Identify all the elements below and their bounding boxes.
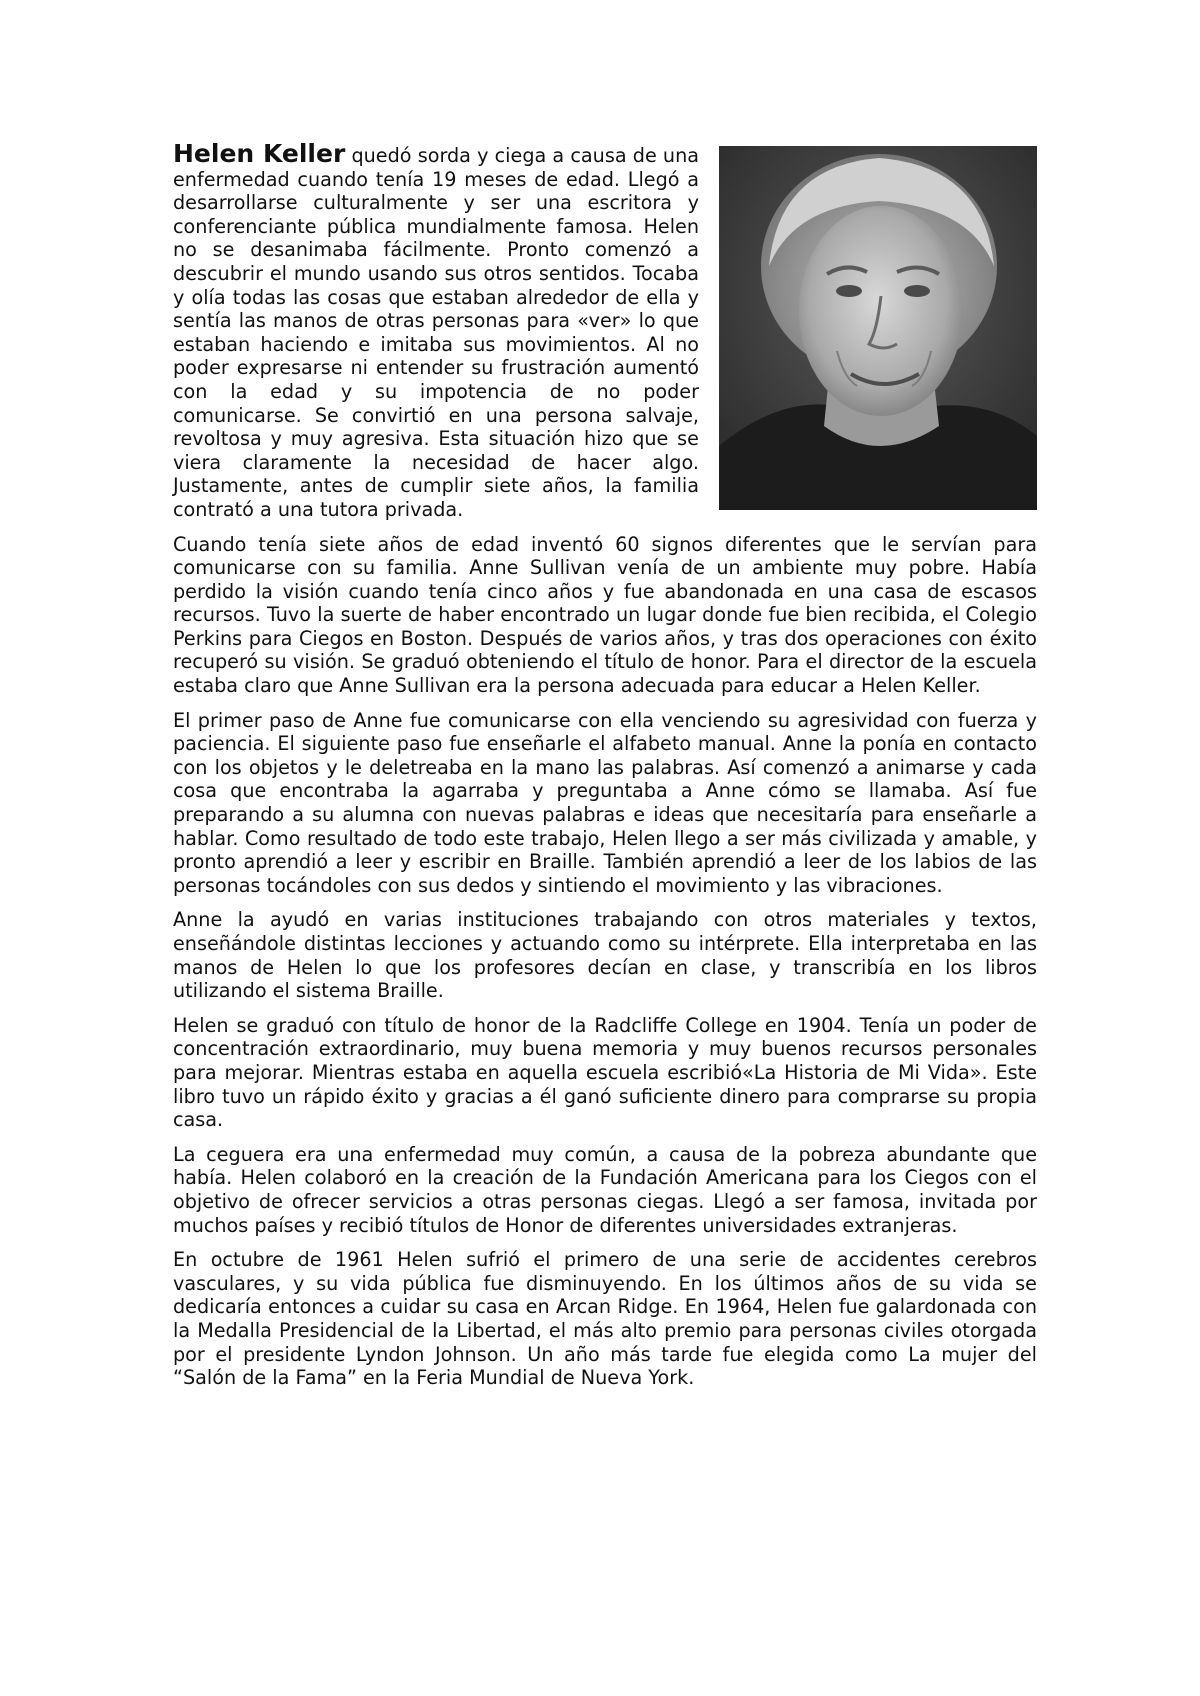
title-name: Helen Keller [173,139,346,168]
paragraph: En octubre de 1961 Helen sufrió el primero de una serie de accidentes cerebros vasculares, y su vida pública fue disminuyendo. En los últimos años de su vida se dedicaría entonces a cuidar su casa en Arcan Ridge. En 1964, Helen fue galardonada con la Medalla Presidencial de la Libertad, el más alto premio para personas civiles otorgada por el presidente Lyndon Johnson. Un año más tarde fue elegida como La mujer del “Salón de la Fama” en la Feria Mundial de Nueva York. [173,1248,1037,1390]
paragraph: Cuando tenía siete años de edad inventó 60 signos diferentes que le servían para comunicarse con su familia. Anne Sullivan venía de un ambiente muy pobre. Había perdido la visión cuando tenía cinco años y fue abandonada en una casa de escasos recursos. Tuvo la suerte de haber encontrado un lugar donde fue bien recibida, el Colegio Perkins para Ciegos en Boston. Después de varios años, y tras dos operaciones con éxito recuperó su visión. Se graduó obteniendo el título de honor. Para el director de la escuela estaba claro que Anne Sullivan era la persona adecuada para educar a Helen Keller. [173,532,1037,698]
document-page [173,139,1037,1401]
paragraph-intro-text: quedó sorda y ciega a causa de una enfermedad cuando tenía 19 meses de edad. Llegó a desarrollarse culturalmente y ser una escritora y conferenciante pública mundialmente famosa. Helen no se desanimaba fácilmente. Pronto comenzó a descubrir el mundo usando sus otros sentidos. Tocaba y olía todas las cosas que estaban alrededor de ella y sentía las manos de otras personas para «ver» lo que estaban haciendo e imitaba sus movimientos. Al no poder expresarse ni entender su frustración aumentó con la edad y su impotencia de no poder comunicarse. Se convirtió en una persona salvaje, revoltosa y muy agresiva. Esta situación hizo que se viera claramente la necesidad de hacer algo. Justamente, antes de cumplir siete años, la familia contrató a una tutora privada. [173,144,699,521]
portrait-photo [719,146,1037,510]
paragraph: La ceguera era una enfermedad muy común, a causa de la pobreza abundante que había. Helen colaboró en la creación de la Fundación Americana para los Ciegos con el objetivo de ofrecer servicios a otras personas ciegas. Llegó a ser famosa, invitada por muchos países y recibió títulos de Honor de diferentes universidades extranjeras. [173,1142,1037,1237]
portrait-illustration [719,146,1037,510]
paragraph: El primer paso de Anne fue comunicarse con ella venciendo su agresividad con fuerza y paciencia. El siguiente paso fue enseñarle el alfabeto manual. Anne la ponía en contacto con los objetos y le deletreaba en la mano las palabras. Así comenzó a animarse y cada cosa que encontraba la agarraba y preguntaba a Anne cómo se llamaba. Así fue preparando a su alumna con nuevas palabras e ideas que necesitaría para enseñarle a hablar. Como resultado de todo este trabajo, Helen llego a ser más civilizada y amable, y pronto aprendió a leer y escribir en Braille. También aprendió a leer de los labios de las personas tocándoles con sus dedos y sintiendo el movimiento y las vibraciones. [173,708,1037,897]
paragraph: Anne la ayudó en varias instituciones trabajando con otros materiales y textos, enseñándole distintas lecciones y actuando como su intérprete. Ella interpretaba en las manos de Helen lo que los profesores decían en clase, y transcribía en los libros utilizando el sistema Braille. [173,908,1037,1003]
paragraph: Helen se graduó con título de honor de la Radcliffe College en 1904. Tenía un poder de concentración extraordinario, muy buena memoria y muy buenos recursos personales para mejorar. Mientras estaba en aquella escuela escribió«La Historia de Mi Vida». Este libro tuvo un rápido éxito y gracias a él ganó suficiente dinero para comprarse su propia casa. [173,1013,1037,1132]
